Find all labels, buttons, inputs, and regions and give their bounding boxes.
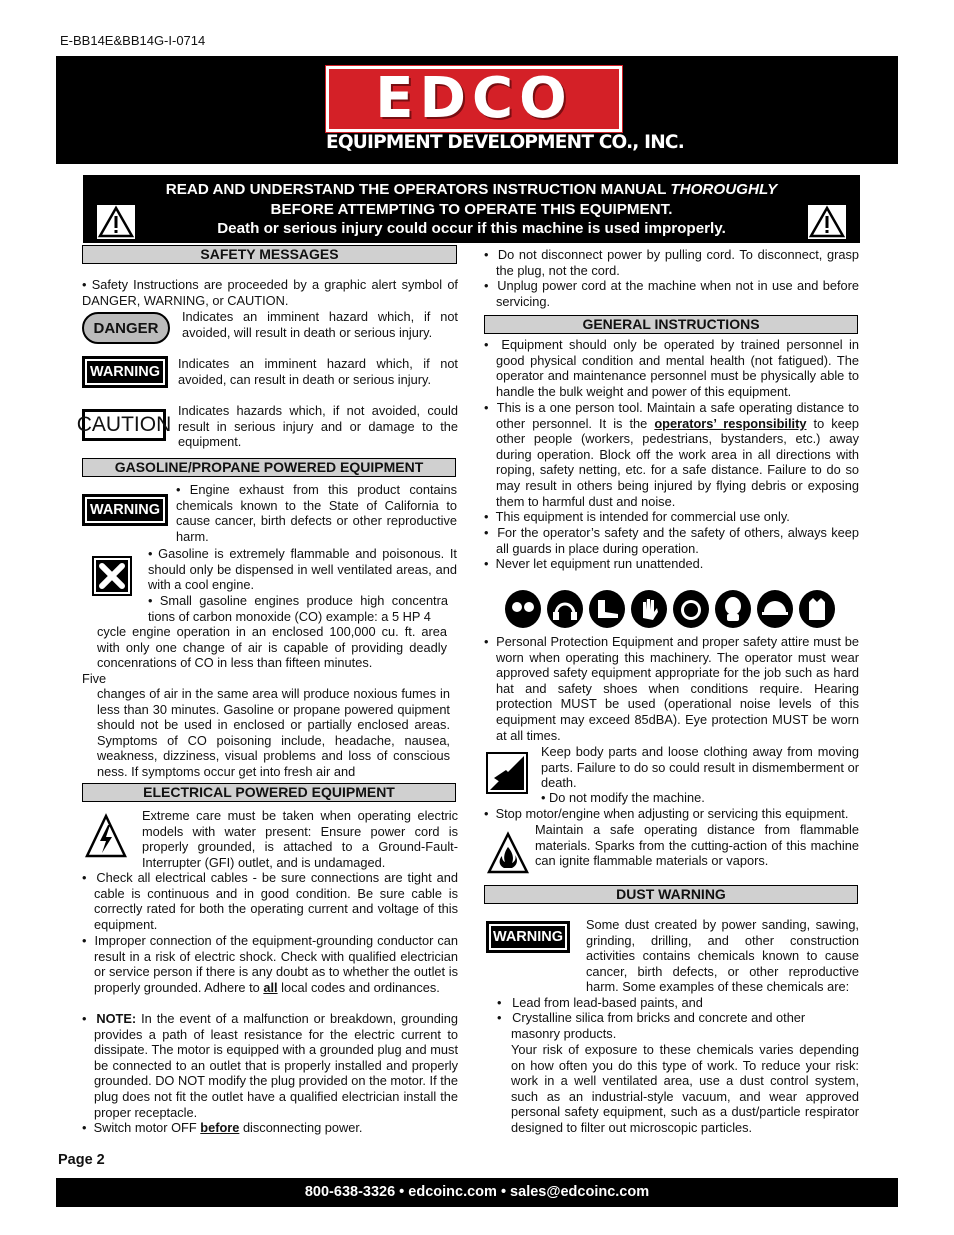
general-bullet-3: • This equipment is intended for commercial use only. xyxy=(484,509,790,524)
electrical-intro: Extreme care must be taken when operating electric models with water present: Ensure power cord is properly grounded, is attached to a Ground-Fault-Interrupter (GFI) outlet, and is undamaged. xyxy=(142,808,458,870)
safety-boot-icon xyxy=(589,590,625,628)
gasoline-exhaust-text: • Engine exhaust from this product contains chemicals known to the State of California to cause cancer, birth defects or other reproductive harm. xyxy=(176,482,457,544)
warning-badge: WARNING xyxy=(82,494,168,526)
general-bullet-4: • For the operator’s safety and the safety of others, always keep all guards in place during operation. xyxy=(484,525,859,556)
footer-contact: 800-638-3326 • edcoinc.com • sales@edcoinc.com xyxy=(56,1178,898,1207)
company-name: EQUIPMENT DEVELOPMENT CO., INC. xyxy=(326,132,684,153)
caution-text: Indicates hazards which, if not avoided, could result in serious injury and or damage to the equipment. xyxy=(178,403,458,450)
dust-intro: Some dust created by power sanding, sawing, grinding, drilling, and other construction activities contains chemicals known to cause cancer, birth defects, or other reproductive harm. Some examples of these chemicals are: xyxy=(586,917,859,995)
flammable-text: Maintain a safe operating distance from flammable materials. Sparks from the cutting-action of this machine can ignite flammable materials or vapors. xyxy=(535,822,859,869)
dust-bullet-1: • Lead from lead-based paints, and xyxy=(497,995,703,1010)
warning-text: Indicates an imminent hazard which, if not avoided, can result in death or serious injury. xyxy=(178,356,458,387)
gasoline-flammable-text: • Gasoline is extremely flammable and poisonous. It should only be dispensed in well ventilated areas, and with a cool engine. xyxy=(148,546,457,593)
do-not-modify-text: • Do not modify the machine. xyxy=(541,790,705,805)
caution-badge: CAUTION xyxy=(82,409,166,441)
moving-parts-text: Keep body parts and loose clothing away from moving parts. Failure to do so could result in dismemberment or death. xyxy=(541,744,859,791)
section-electrical: ELECTRICAL POWERED EQUIPMENT xyxy=(82,783,456,802)
danger-badge: DANGER xyxy=(82,312,170,344)
dust-risk-text: Your risk of exposure to these chemicals varies depending on how often you do this type of work. To reduce your risk: work in a well ventilated area, use a dust control system, such as an industrial-style vacuum, and wear approved personal safety equipment, such as a dust/particle respirator designed to filter out microscopic particles. xyxy=(511,1042,859,1135)
ppe-icon-row xyxy=(505,590,859,630)
section-safety-messages: SAFETY MESSAGES xyxy=(82,245,457,264)
protective-clothing-icon xyxy=(799,590,835,628)
banner-line1: READ AND UNDERSTAND THE OPERATORS INSTRUCTION MANUAL xyxy=(165,181,667,198)
co-text-c: changes of air in the same area will produce noxious fumes in less than 30 minutes. Gasoline or propane powered quipment should not be used in enclosed or partially enclosed areas. Symptoms of CO poisoning include, headache, nausea, weakness, dizziness, visual problems and loss of conscious ness. If symptoms occur get into fresh air and xyxy=(97,686,450,779)
ear-protection-icon xyxy=(547,590,583,628)
safety-intro: • Safety Instructions are proceeded by a graphic alert symbol of DANGER, WARNING, or CAUTION. xyxy=(82,277,458,308)
banner-line2: BEFORE ATTEMPTING TO OPERATE THIS EQUIPMENT. xyxy=(270,200,673,218)
co-text-b: cycle engine operation in an enclosed 100,000 cu. ft. area with only one change of air is capable of providing deadly concenrations of CO in less than fifteen minutes. xyxy=(97,624,447,671)
safety-goggles-icon xyxy=(505,590,541,628)
document-id: E-BB14E&BB14G-I-0714 xyxy=(60,33,206,48)
electrical-bullet-3: • NOTE: In the event of a malfunction or breakdown, grounding provides a path of least resistance for the electric current to dissipate. The motor is equipped with a grounded plug and must be connected to an outlet that is properly installed and properly grounded. DO NOT modify the plug provided on the motor. If the plug does not fit the outlet have a qualified electrician install the proper receptacle. xyxy=(82,1011,458,1120)
alert-triangle-icon xyxy=(97,205,135,239)
general-bullet-5: • Never let equipment run unattended. xyxy=(484,556,704,571)
unplug-bullet: • Unplug power cord at the machine when not in use and before servicing. xyxy=(484,278,859,309)
power-cord-bullet: • Do not disconnect power by pulling cord. To disconnect, grasp the plug, not the cord. xyxy=(484,247,860,278)
electrical-bullet-2: • Improper connection of the equipment-grounding conductor can result in a risk of electric shock. Check with qualified electrician or service person if there is any doubt as to whether the outlet is properly grounded. Adhere to all local codes and ordinances. xyxy=(82,933,458,995)
section-dust: DUST WARNING xyxy=(484,885,858,904)
electrical-bullet-1: • Check all electrical cables - be sure connections are tight and cable is continuous and in good condition. Be sure cable is correctly rated for both the operating current and voltage of this equipment. xyxy=(82,870,458,932)
edco-logo xyxy=(326,66,622,132)
co-text-five: Five xyxy=(82,671,107,686)
co-text-a: • Small gasoline engines produce high concentra tions of carbon monoxide (CO) example: a 5 HP 4 xyxy=(148,593,448,624)
banner-line3: Death or serious injury could occur if this machine is used improperly. xyxy=(217,220,726,237)
respirator-icon xyxy=(715,590,751,628)
electrical-bullet-4: • Switch motor OFF before disconnecting power. xyxy=(82,1120,363,1135)
page-number: Page 2 xyxy=(58,1152,105,1168)
hard-hat-icon xyxy=(757,590,793,628)
general-bullet-2: • This is a one person tool. Maintain a safe operating distance to other personnel. It is the operators’ responsibility to keep other people (workers, pedestrians, bystanders, etc.) away during operation. Block off the work area in all directions with roping, safety netting, etc. for a safe distance. Failure to do so may result in others being injured by flying debris or exposing them to harmful dust and noise. xyxy=(484,400,860,509)
dust-bullet-2: • Crystalline silica from bricks and concrete and other masonry products. xyxy=(497,1010,806,1041)
danger-text: Indicates an imminent hazard which, if not avoided, will result in death or serious injury. xyxy=(182,309,458,340)
safety-glove-icon xyxy=(631,590,667,628)
alert-triangle-icon xyxy=(808,205,846,239)
banner-emphasis: THOROUGHLY xyxy=(670,181,778,198)
poison-x-icon xyxy=(92,556,132,596)
electric-shock-icon xyxy=(84,813,128,859)
flammable-flame-icon xyxy=(486,831,530,875)
general-bullet-1: • Equipment should only be operated by trained personnel in good physical condition and mental health (not fatigued). The operator and maintenance personnel must be physically able to handle the bulk weight and power of this equipment. xyxy=(484,337,859,399)
entanglement-hand-icon xyxy=(486,752,528,794)
warning-banner xyxy=(83,175,860,243)
stop-motor-bullet: • Stop motor/engine when adjusting or servicing this equipment. xyxy=(484,806,849,821)
warning-badge: WARNING xyxy=(486,921,570,953)
section-general: GENERAL INSTRUCTIONS xyxy=(484,315,858,334)
logo-word: EDCO xyxy=(375,66,573,131)
face-shield-icon xyxy=(673,590,709,628)
ppe-bullet: • Personal Protection Equipment and proper safety attire must be worn when operating this machinery. The operator must wear approved safety equipment appropriate for the job such as hard hat and safety shoes when conditions require. Hearing protection MUST be used (operational noise levels of this equipment may exceed 85dBA). Eye protection MUST be worn at all times. xyxy=(484,634,859,743)
section-gasoline: GASOLINE/PROPANE POWERED EQUIPMENT xyxy=(82,458,456,477)
warning-badge: WARNING xyxy=(82,356,168,388)
